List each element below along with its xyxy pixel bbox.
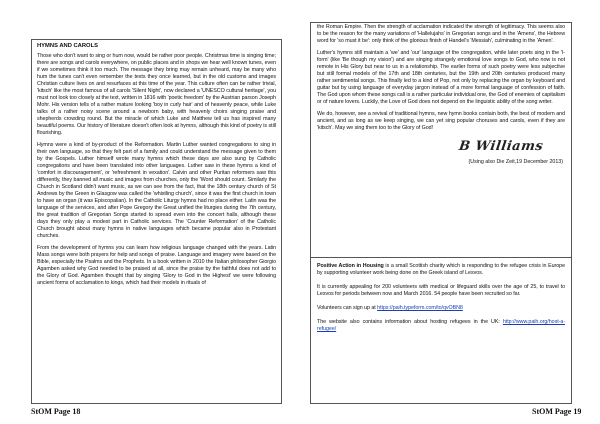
page-number-left: StOM Page 18 xyxy=(31,407,81,416)
right-content-box xyxy=(310,22,572,404)
charity-name: Positive Action in Housing xyxy=(317,263,384,269)
volunteer-signup xyxy=(317,305,565,312)
signup-link[interactable]: https://paih.typeform.com/to/qvOBN8 xyxy=(377,305,463,311)
continuation-paragraph-1: the Roman Empire. Then the strength of acclamation indicated the strength of legitimacy. This seems also to be the reason for the many variations of 'Hallelujahs' in Gregorian songs and in the 'Amens', the Hebrew word for 'so must it be': only think of the glorious finish of Handel's 'Messiah', culminating in the 'Amen'. xyxy=(317,24,565,44)
hosting-link[interactable]: http://www.paih.org/host-a-refugee/ xyxy=(317,319,565,332)
article-paragraph-1: Those who don't want to sing or hum now, would be rather poor people. Christmas time is singing time; there are songs and carols everywhere, on public places and in shops we hear well known tunes, even if we sometimes think it too much. The message they bring may remain unheard, may be many who hum the tunes can't even remember the texts they once learned, but in the old customs and images Christian culture lives on and resurfaces at this time of the year. This culture often can be rather trivial, 'kitsch' like the most famous of all carols 'Silent Night', now declared a 'UNESCO cultural heritage', you must not look too closely at the text, written in 1816 with 'poetic freedom' by the Austrian parson Joseph Mohr. His version tells of a rather mature looking 'boy in curly hair' and of heavenly peace, while Luke talks of a rather noisy scene around a newborn baby, with heavenly choirs singing praise and shepherds crowding round. But the miracle of which Luke and Matthew tell us has inspired many beautiful poems. Our history of literature doesn't often look at hymns, although this kind of poetry is still flourishing. xyxy=(37,53,276,136)
hymns-article-box xyxy=(31,39,282,404)
article-paragraph-2: Hymns were a kind of by-product of the Reformation. Martin Luther wanted congregations to sing in their own language, so that they felt part of a family and could understand the message given to them by the Gospels. Luther himself wrote many hymns which these days are also sung by Catholic congregations and have been translated into other languages. Luther saw in these hymns a kind of 'comfort in discouragement', or 'refreshment in vexation'. Calvin and other Puritan reformers saw this differently, they banned all music and images from churches, only the 'Word should count. Similarly the Church in Scotland didn't want music, as we can see from the fact, that the 18th century church of St Andrews by the Green in Glasgow was called the 'whistling church', since it was the first church in town to have an organ (it was Episcopalian). In the Catholic Liturgy hymns had no place either. Latin was the language of the services, and after Pope Gregory the Great unified the liturgies during the 7th century, the great tradition of Gregorian Songs started to spread even into the concert halls, although these days they only play a modest part in Catholic services. The 'Counter Reformation' of the Catholic Church brought about many hymns in native languages which became popular also in Protestant churches. xyxy=(37,142,276,239)
source-note: (Using also Die Zeit,19 December 2013) xyxy=(468,159,563,165)
continuation-paragraph-3: We do, however, see a revival of traditional hymns, new hymn books contain both, the best of modern and ancient, and as long as we keep singing, we can yet sing popular choruses and carols, even if they are 'kitsch'. May we sing them too to the Glory of God! xyxy=(317,111,565,131)
housing-appeal: It is currently appealing for 200 volunteers with medical or lifeguard skills over the age of 25, to travel to Lesvos for periods between now and March 2016. 54 people have been recruited so far. xyxy=(317,284,565,297)
continuation-paragraph-2: Luther's hymns still maintain a 'we' and 'our' language of the congregation, while later poets sing in the 'I-form' (like 'Be though my vision') and are singing strangely emotional love songs to God, who now is not remote in His Glory but near to us in a relationship. The earlier forms of such poetry were less subjective but still formal models of the 17th and 18th centuries, but the 19th and 20th centuries produced many rather sentimental songs. This finally led to a kind of Pop, not only by replacing the organ by keyboard and guitar but by using language of everyday jargon instead of a more formal language of confession of faith. The God upon whom these songs call is a rather particular individual one, the God of enemies of capitalism or of nature lovers. Luckily, the Love of God does not depend on the linguistic ability of the song writer. xyxy=(317,50,565,105)
author-signature: B Williams xyxy=(457,139,545,154)
hosting-text: The website also contains information about hosting refugees in the UK: xyxy=(317,319,503,325)
hosting-info xyxy=(317,319,565,333)
housing-intro-text: is a small Scottish charity which is responding to the refugee crisis in Europe by supporting volunteer work being done on the Greek island of Lesvos. xyxy=(317,263,565,276)
section-divider xyxy=(311,257,571,258)
signup-text: Volunteers can sign up at xyxy=(317,305,378,311)
housing-notice xyxy=(317,263,565,340)
article-title: HYMNS AND CAROLS xyxy=(37,43,98,49)
signature-area xyxy=(317,137,565,155)
article-paragraph-3: From the development of hymns you can learn how religious language changed with the years. Latin Mass songs were both prayers for help and songs of praise. Language and imagery were based on the Bible, especially the Psalms and the Prophets. In a book written in 2010 the Italian philosopher Giorgio Agamben asked why God needed to be praised at all, since the praise by the faithful does not add to the Glory of God. Agamben thought that by singing 'Glory to God in the Highest' we were following ancient forms of acclamation to kings, which had their models in rituals of xyxy=(37,245,276,286)
article-continuation xyxy=(317,24,565,166)
page-number-right: StOM Page 19 xyxy=(532,407,582,416)
housing-intro xyxy=(317,263,565,277)
